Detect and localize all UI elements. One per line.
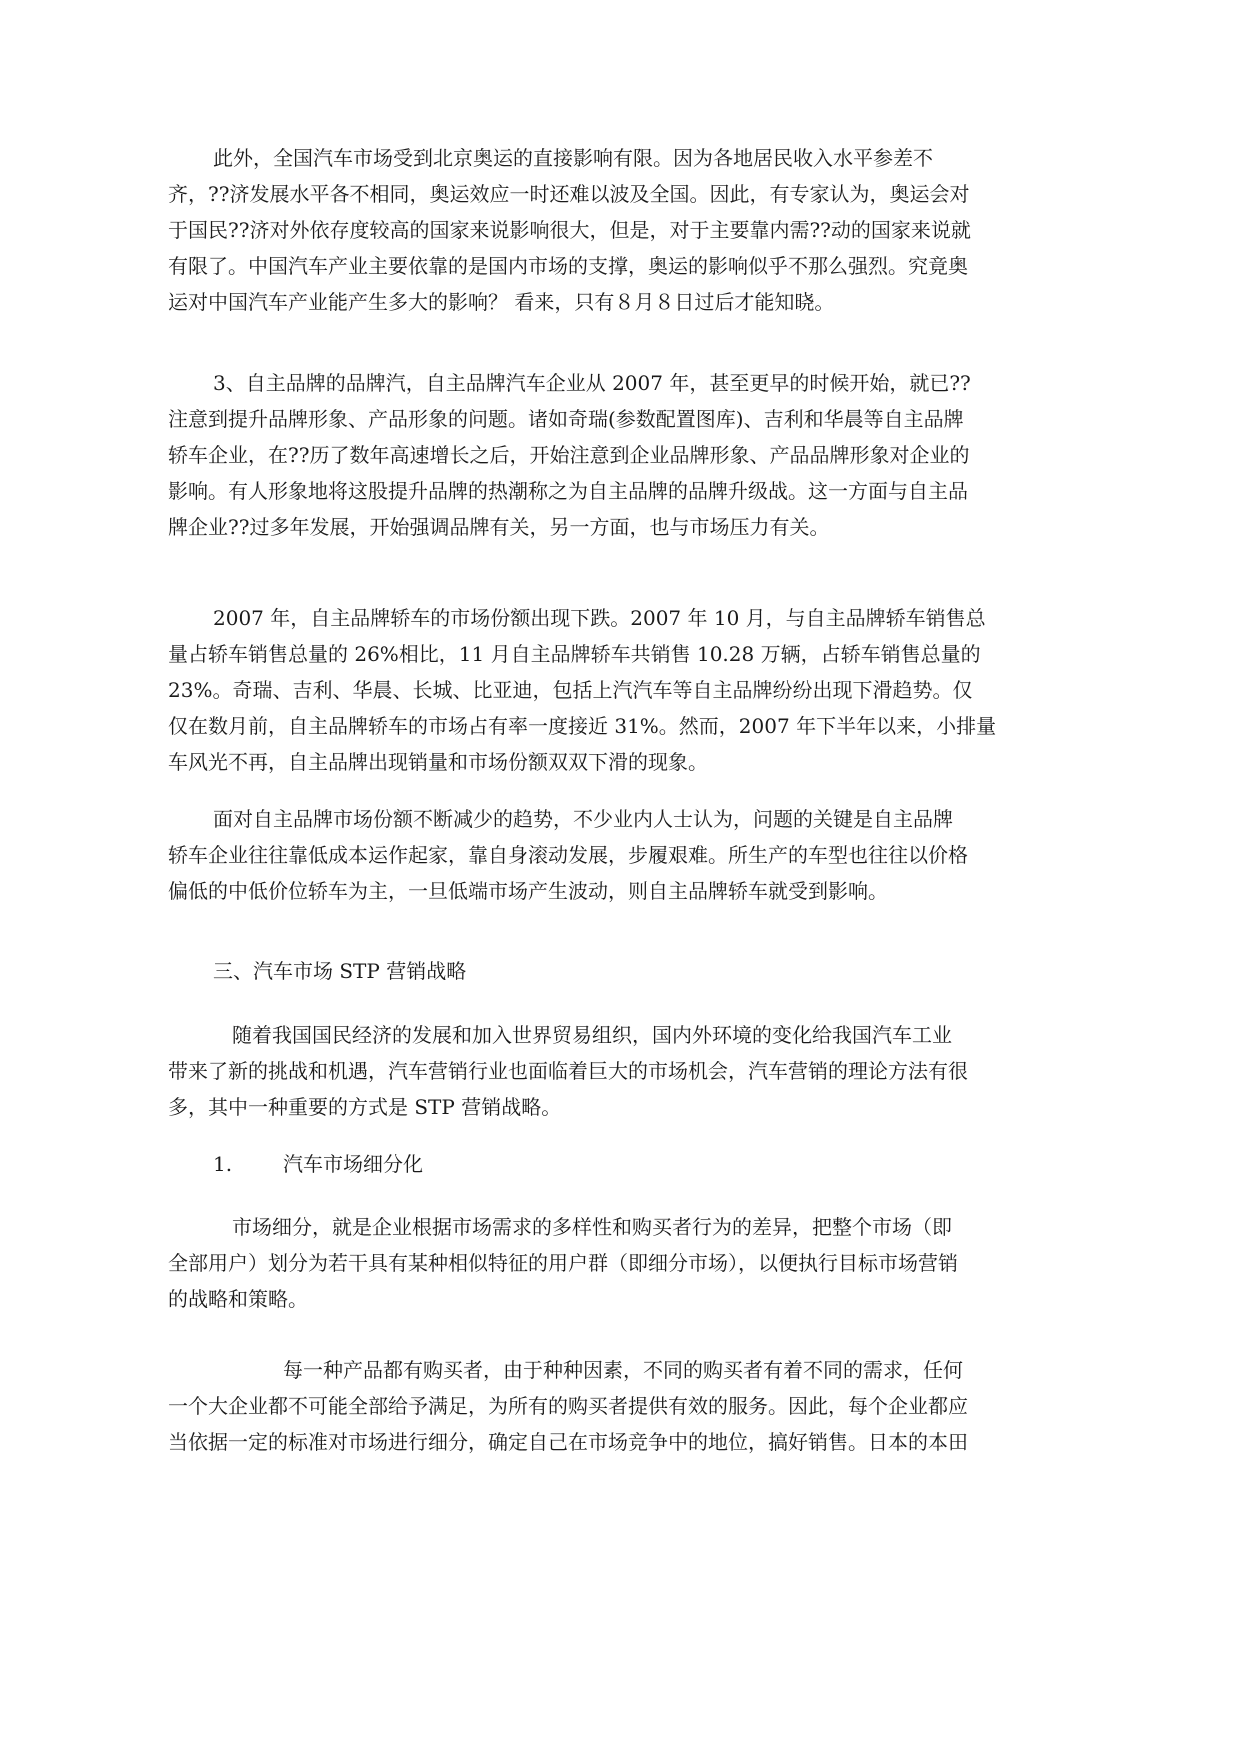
subheading-title: 汽车市场细分化 [283, 1152, 423, 1176]
paragraph-line: 多，其中一种重要的方式是 STP 营销战略。 [168, 1095, 562, 1119]
paragraph-line: 偏低的中低价位轿车为主，一旦低端市场产生波动，则自主品牌轿车就受到影响。 [168, 879, 888, 903]
paragraph-line: 注意到提升品牌形象、产品形象的问题。诸如奇瑞(参数配置图库)、吉利和华晨等自主品牌 [168, 407, 964, 431]
subheading-number: 1. [213, 1152, 233, 1176]
paragraph-line: 全部用户）划分为若干具有某种相似特征的用户群（即细分市场），以便执行目标市场营销 [168, 1251, 958, 1275]
paragraph-line: 齐，??济发展水平各不相同，奥运效应一时还难以波及全国。因此，有专家认为，奥运会对 [168, 182, 970, 206]
paragraph-line: 影响。有人形象地将这股提升品牌的热潮称之为自主品牌的品牌升级战。这一方面与自主品 [168, 479, 968, 503]
paragraph-line: 车风光不再，自主品牌出现销量和市场份额双双下滑的现象。 [168, 750, 708, 774]
paragraph-line: 一个大企业都不可能全部给予满足，为所有的购买者提供有效的服务。因此，每个企业都应 [168, 1394, 968, 1418]
section-heading: 三、汽车市场 STP 营销战略 [213, 959, 467, 983]
paragraph-line: 2007 年，自主品牌轿车的市场份额出现下跌。2007 年 10 月，与自主品牌轿车销售总 [213, 606, 986, 630]
paragraph-line: 随着我国国民经济的发展和加入世界贸易组织，国内外环境的变化给我国汽车工业 [232, 1023, 952, 1047]
paragraph-line: 有限了。中国汽车产业主要依靠的是国内市场的支撑，奥运的影响似乎不那么强烈。究竟奥 [168, 254, 968, 278]
paragraph-line: 牌企业??过多年发展，开始强调品牌有关，另一方面，也与市场压力有关。 [168, 515, 830, 539]
paragraph-line: 轿车企业，在??历了数年高速增长之后，开始注意到企业品牌形象、产品品牌形象对企业的 [168, 443, 970, 467]
paragraph-line: 于国民??济对外依存度较高的国家来说影响很大，但是，对于主要靠内需??动的国家来说就 [168, 218, 971, 242]
paragraph-line: 轿车企业往往靠低成本运作起家，靠自身滚动发展，步履艰难。所生产的车型也往往以价格 [168, 843, 968, 867]
paragraph-line: 面对自主品牌市场份额不断减少的趋势，不少业内人士认为，问题的关键是自主品牌 [213, 807, 953, 831]
paragraph-line: 量占轿车销售总量的 26%相比，11 月自主品牌轿车共销售 10.28 万辆，占轿车销售总量的 [168, 642, 981, 666]
paragraph-line: 仅在数月前，自主品牌轿车的市场占有率一度接近 31%。然而，2007 年下半年以来，小排量 [168, 714, 997, 738]
paragraph-line: 市场细分，就是企业根据市场需求的多样性和购买者行为的差异，把整个市场（即 [232, 1215, 952, 1239]
paragraph-line: 此外，全国汽车市场受到北京奥运的直接影响有限。因为各地居民收入水平参差不 [213, 146, 933, 170]
paragraph-line: 运对中国汽车产业能产生多大的影响？ 看来，只有８月８日过后才能知晓。 [168, 290, 835, 314]
paragraph-line: 3、自主品牌的品牌汽，自主品牌汽车企业从 2007 年，甚至更早的时候开始，就已?? [213, 371, 971, 395]
paragraph-line: 每一种产品都有购买者，由于种种因素，不同的购买者有着不同的需求，任何 [283, 1358, 963, 1382]
paragraph-line: 当依据一定的标准对市场进行细分，确定自己在市场竞争中的地位，搞好销售。日本的本田 [168, 1430, 968, 1454]
paragraph-line: 带来了新的挑战和机遇，汽车营销行业也面临着巨大的市场机会，汽车营销的理论方法有很 [168, 1059, 968, 1083]
paragraph-line: 的战略和策略。 [168, 1287, 308, 1311]
paragraph-line: 23%。奇瑞、吉利、华晨、长城、比亚迪，包括上汽汽车等自主品牌纷纷出现下滑趋势。仅 [168, 678, 973, 702]
